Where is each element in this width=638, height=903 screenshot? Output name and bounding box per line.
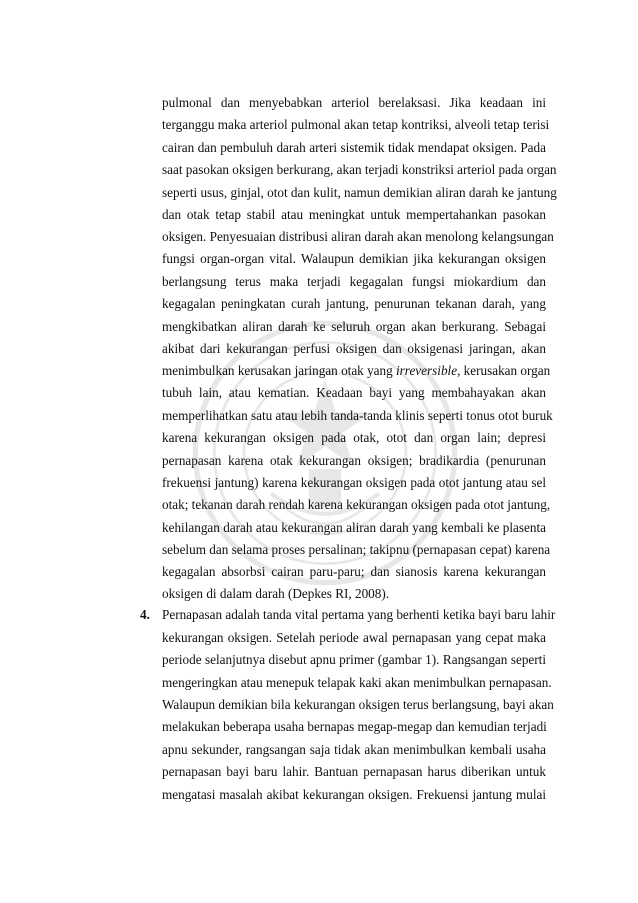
text-span: menimbulkan kerusakan jaringan otak yang xyxy=(162,363,397,378)
text-line: saat pasokan oksigen berkurang, akan terjadi konstriksi arteriol pada organ xyxy=(162,162,557,177)
text-line: dan otak tetap stabil atau meningkat untuk mempertahankan pasokan xyxy=(162,207,546,222)
text-line: pernapasan bayi baru lahir. Bantuan pernapasan harus diberikan untuk xyxy=(162,764,546,779)
text-line: kegagalan peningkatan curah jantung, penurunan tekanan darah, yang xyxy=(162,296,546,311)
text-line: oksigen. Penyesuaian distribusi aliran darah akan menolong kelangsungan xyxy=(162,229,554,244)
text-line: Walaupun demikian bila kekurangan oksigen terus berlangsung, bayi akan xyxy=(162,697,554,712)
text-line: Pernapasan adalah tanda vital pertama yang berhenti ketika bayi baru lahir xyxy=(162,607,556,622)
text-line: apnu sekunder, rangsangan saja tidak akan menimbulkan kembali usaha xyxy=(162,742,546,757)
text-line: frekuensi jantung) karena kekurangan oksigen pada otot jantung atau sel xyxy=(162,475,546,490)
text-line: tubuh lain, atau kematian. Keadaan bayi yang membahayakan akan xyxy=(162,385,546,400)
text-line: melakukan beberapa usaha bernapas megap-megap dan kemudian terjadi xyxy=(162,719,547,734)
text-line: kegagalan absorbsi cairan paru-paru; dan sianosis karena kekurangan xyxy=(162,564,546,579)
text-line: otak; tekanan darah rendah karena kekurangan oksigen pada otot jantung, xyxy=(162,497,551,512)
text-line-irreversible xyxy=(162,363,551,379)
text-line: kekurangan oksigen. Setelah periode awal pernapasan yang cepat maka xyxy=(162,630,546,645)
text-line: oksigen di dalam darah (Depkes RI, 2008). xyxy=(162,586,390,601)
text-line: memperlihatkan satu atau lebih tanda-tanda klinis seperti tonus otot buruk xyxy=(162,408,553,423)
text-line: karena kekurangan oksigen pada otak, otot dan organ lain; depresi xyxy=(162,430,546,445)
text-line: periode selanjutnya disebut apnu primer (gambar 1). Rangsangan seperti xyxy=(162,652,546,667)
list-item-number: 4. xyxy=(140,607,150,622)
text-line: akibat dari kekurangan perfusi oksigen dan oksigenasi jaringan, akan xyxy=(162,341,546,356)
text-line: sebelum dan selama proses persalinan; takipnu (pernapasan cepat) karena xyxy=(162,542,551,557)
text-line: cairan dan pembuluh darah arteri sistemik tidak mendapat oksigen. Pada xyxy=(162,140,546,155)
text-line: mengkibatkan aliran darah ke seluruh organ akan berkurang. Sebagai xyxy=(162,319,546,334)
text-line: terganggu maka arteriol pulmonal akan tetap kontriksi, alveoli tetap terisi xyxy=(162,117,550,132)
text-line: berlangsung terus maka terjadi kegagalan fungsi miokardium dan xyxy=(162,274,546,289)
text-line: kehilangan darah atau kekurangan aliran darah yang kembali ke plasenta xyxy=(162,520,546,535)
text-line: mengeringkan atau menepuk telapak kaki akan menimbulkan pernapasan. xyxy=(162,675,552,690)
text-line: pulmonal dan menyebabkan arteriol berelaksasi. Jika keadaan ini xyxy=(162,95,546,110)
text-line: fungsi organ-organ vital. Walaupun demikian jika kekurangan oksigen xyxy=(162,251,546,266)
text-line: pernapasan karena otak kekurangan oksigen; bradikardia (penurunan xyxy=(162,453,546,468)
text-line: mengatasi masalah akibat kekurangan oksigen. Frekuensi jantung mulai xyxy=(162,787,546,802)
italic-term: irreversible xyxy=(396,363,458,378)
text-span: , kerusakan organ xyxy=(457,363,551,378)
text-line: seperti usus, ginjal, otot dan kulit, namun demikian aliran darah ke jantung xyxy=(162,185,557,200)
